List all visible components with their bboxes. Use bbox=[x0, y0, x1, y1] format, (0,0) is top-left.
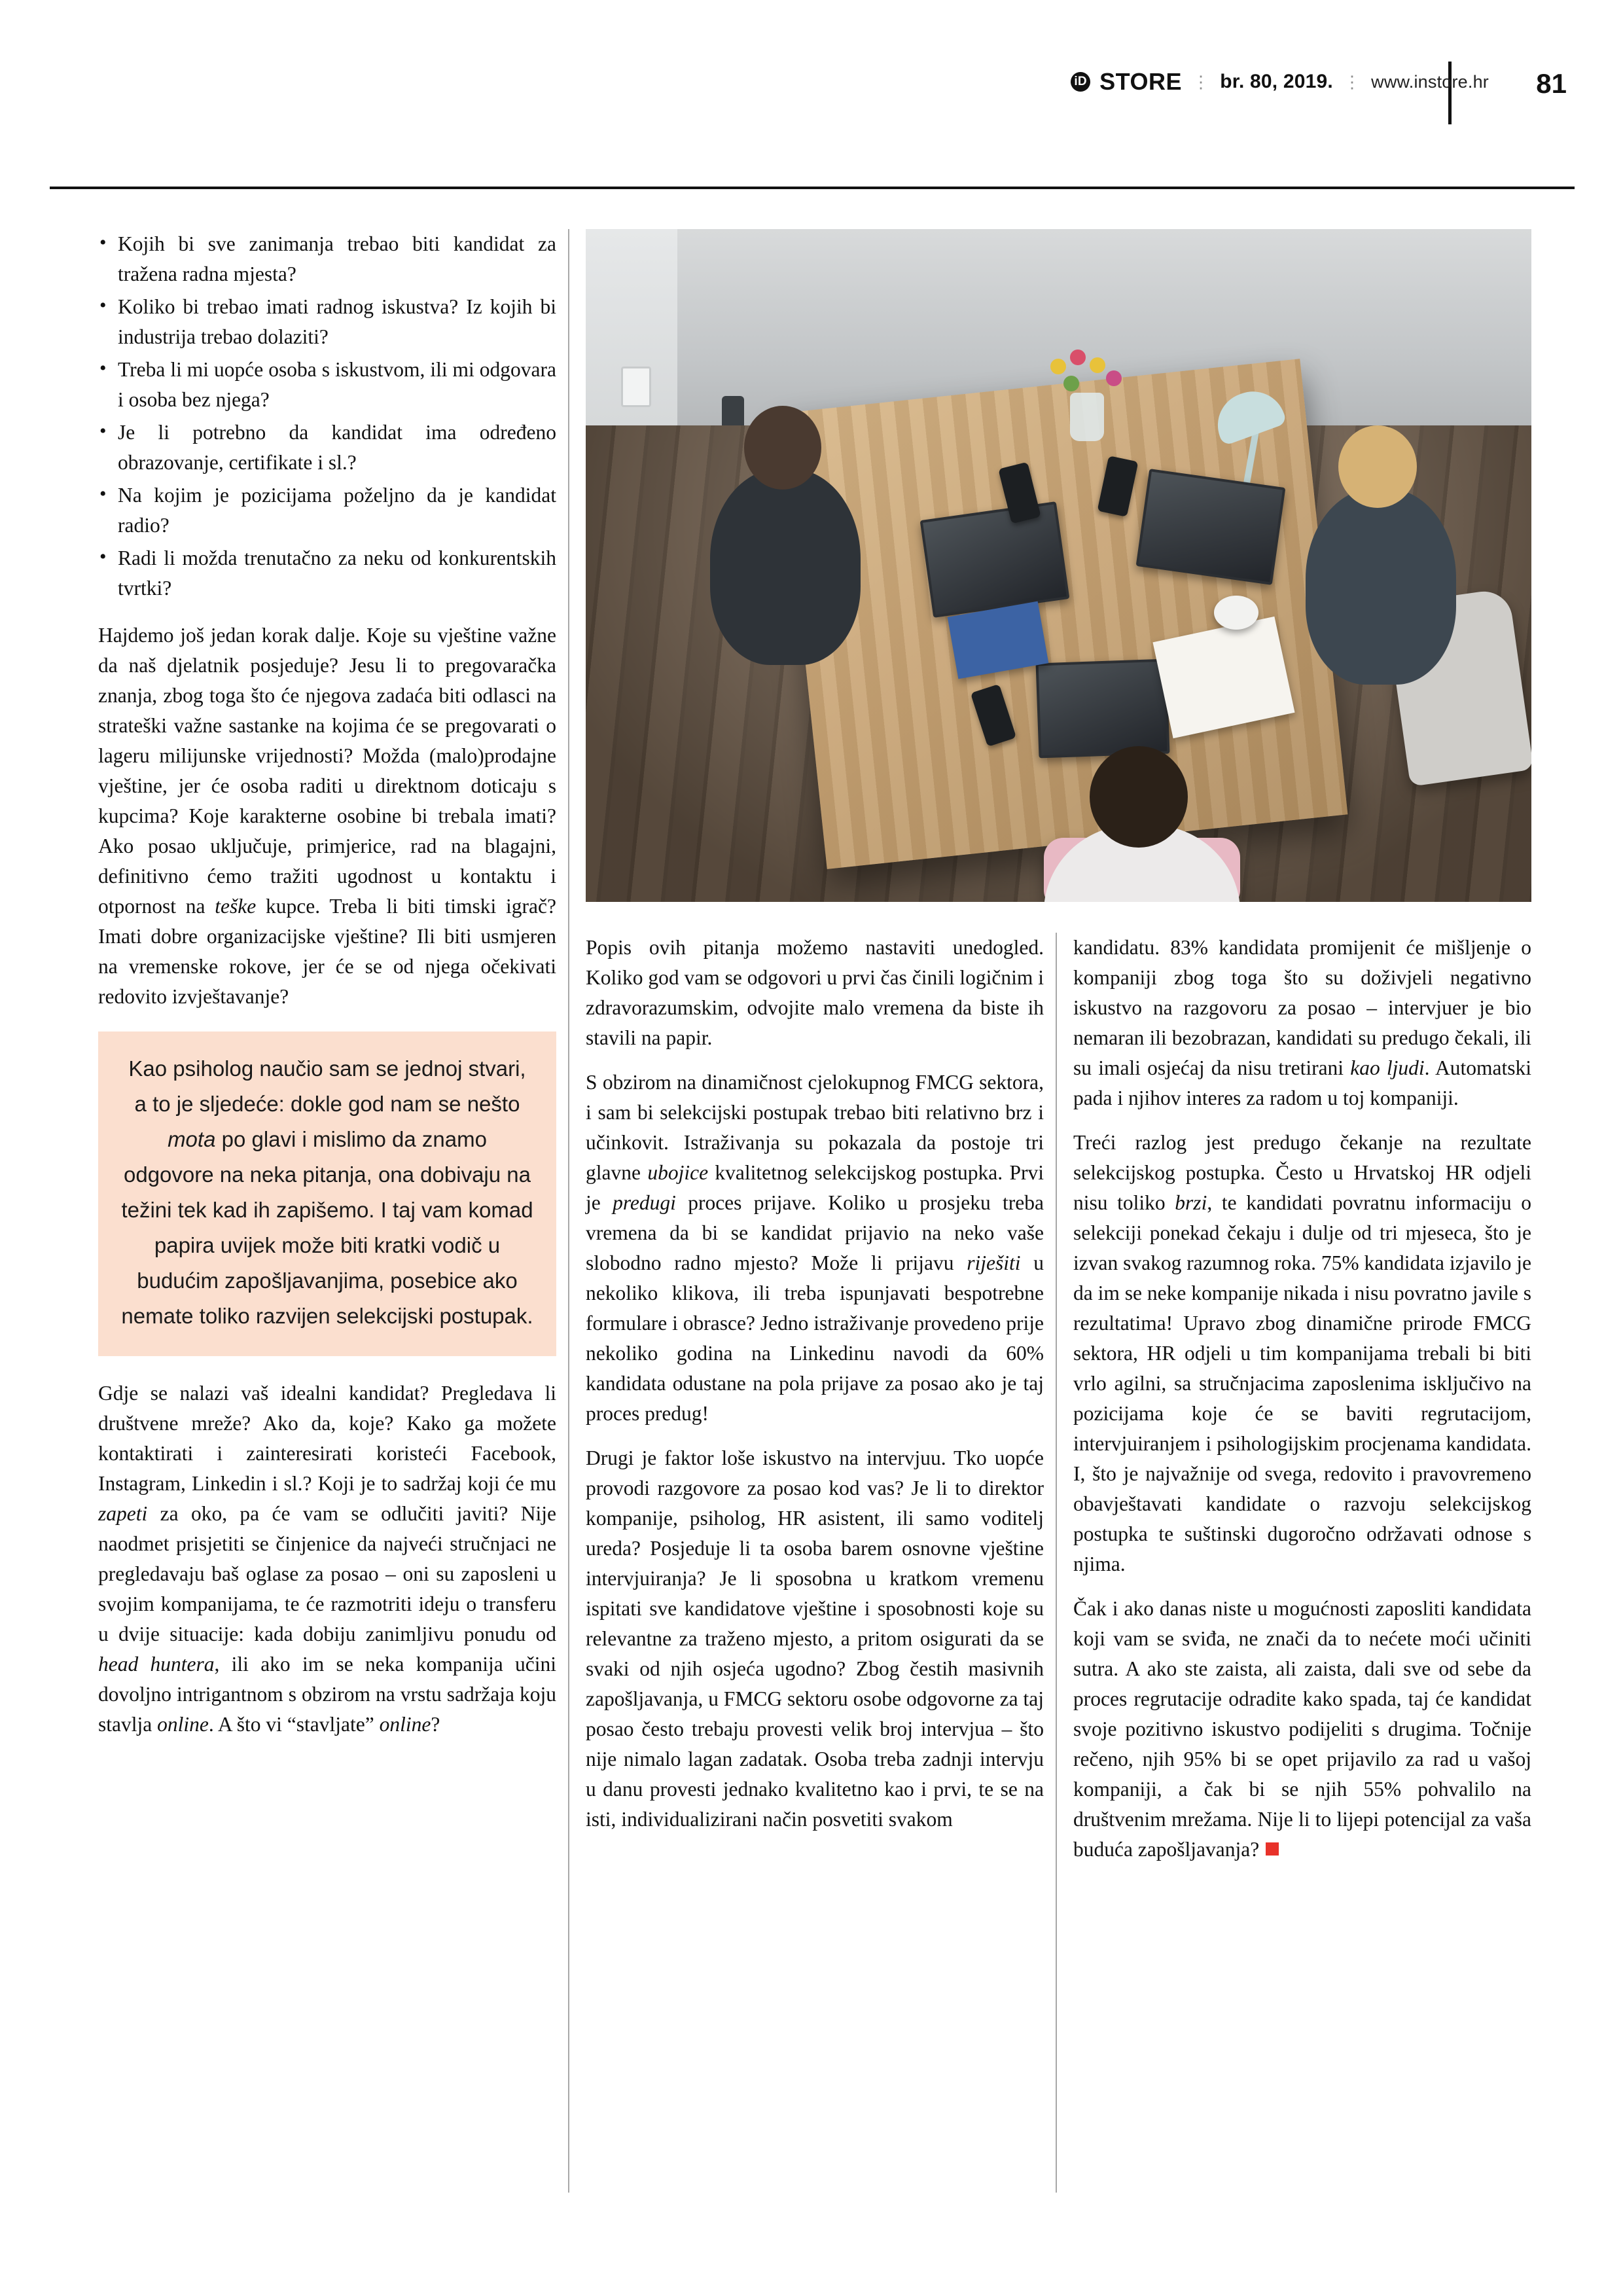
emphasis-text: predugi bbox=[613, 1191, 676, 1214]
list-item: • Treba li mi uopće osoba s iskustvom, ili mi odgovara i osoba bez njega? bbox=[98, 355, 556, 415]
photo-person-right bbox=[1293, 425, 1463, 687]
body-paragraph: Popis ovih pitanja možemo nastaviti unedogled. Koliko god vam se odgovori u prvi čas činili logičnim i zdravorazumskim, odvojite malo vremena da biste ih stavili na papir. bbox=[586, 936, 1044, 1049]
header-divider bbox=[50, 187, 1575, 189]
article-photo bbox=[586, 229, 1531, 902]
list-item: • Na kojim je pozicijama poželjno da je kandidat radio? bbox=[98, 480, 556, 541]
separator-icon: ⋮ bbox=[1192, 71, 1210, 92]
pull-quote-emphasis: mota bbox=[168, 1127, 216, 1151]
emphasis-text: zapeti bbox=[98, 1502, 148, 1525]
photo-laptop-bottom bbox=[1036, 659, 1170, 759]
body-paragraph: S obzirom na dinamičnost cjelokupnog FMCG sektora, i sam bi selekcijski postupak trebao biti relativno brz i učinkovit. Istraživanja su pokazala da postoje tri glavne ubojice kvalitetnog selekcijskog postupka. Prvi je predugi proces prijave. Koliko u prosjeku treba vremena da bi se kandidat prijavio na neko vaše slobodno radno mjesto? Može li prijavu riješiti u nekoliko klikova, ili treba ispunjavati bespotrebne formulare i obrasce? Jedno istraživanje provedeno prije nekoliko godina na Linkedinu navodi da 60% kandidata odustane na pola prijave za posao ako je taj proces predug! bbox=[586, 1071, 1044, 1425]
emphasis-text: head huntera bbox=[98, 1653, 215, 1676]
photo-vase bbox=[1070, 393, 1104, 441]
emphasis-text: kao ljudi bbox=[1350, 1056, 1425, 1079]
question-list bbox=[98, 229, 556, 603]
website-label: www.instore.hr bbox=[1371, 71, 1489, 92]
body-paragraph: kandidatu. 83% kandidata promijenit će mišljenje o kompaniji zbog toga što su doživjeli negativno iskustvo na razgovoru za posao – intervjuer je bio nemaran ili bezobrazan, kandidati su predugo čekali, ili su imali osjećaj da nisu tretirani kao ljudi. Automatski pada i njihov interes za radom u toj kompaniji. bbox=[1073, 936, 1531, 1109]
emphasis-text: brzi bbox=[1175, 1191, 1207, 1214]
body-paragraph: Čak i ako danas niste u mogućnosti zaposliti kandidata koji vam se sviđa, ne znači da to nećete moći učiniti sutra. A ako ste zaista, ali zaista, dali sve od sebe da proces regrutacije odradite kako spada, taj će kandidat svoje pozitivno iskustvo podijeliti s drugima. Točnije rečeno, njih 95% bi se opet prijavilo za rad u vašoj kompaniji, a čak bi se njih 55% pohvalilo na društvenim mrežama. Nije li to lijepi potencijal za vaša buduća zapošljavanja? bbox=[1073, 1597, 1531, 1861]
list-item: • Radi li možda trenutačno za neku od konkurentskih tvrtki? bbox=[98, 543, 556, 603]
list-item: • Je li potrebno da kandidat ima određeno obrazovanje, certifikate i sl.? bbox=[98, 418, 556, 478]
photo-laptop-left bbox=[920, 501, 1070, 618]
page-header bbox=[0, 56, 1623, 113]
issue-label: br. 80, 2019. bbox=[1220, 71, 1333, 92]
column-divider-1 bbox=[568, 229, 569, 2193]
body-paragraph: Drugi je faktor loše iskustvo na intervjuu. Tko uopće provodi razgovore za posao kod vas? Je li to direktor kompanije, psiholog, HR asistent, ili samo voditelj ureda? Posjeduje li ta osoba barem osnovne vještine intervjuiranja? Je li sposobna u kratkom vremenu ispitati sve kandidatove vještine i sposobnosti koje su relevantne za traženo mjesto, a pritom osigurati da se svaki od njih osjeća ugodno? Zbog čestih masivnih zapošljavanja, u FMCG sektoru osobe odgovorne za taj posao često trebaju provesti velik broj intervjua – što nije nimalo lagan zadatak. Osoba treba zadnji intervju u danu provesti jednako kvalitetno kao i prvi, te se na isti, individualizirani način posvetiti svakom bbox=[586, 1446, 1044, 1831]
list-item: • Kojih bi sve zanimanja trebao biti kandidat za tražena radna mjesta? bbox=[98, 229, 556, 289]
photo-outlet bbox=[621, 367, 651, 407]
column-divider-2 bbox=[1056, 933, 1057, 2193]
list-item: • Koliko bi trebao imati radnog iskustva? Iz kojih bi industrija trebao dolaziti? bbox=[98, 292, 556, 352]
photo-cup bbox=[1214, 596, 1258, 630]
photo-person-left bbox=[710, 406, 867, 668]
emphasis-text: ubojice bbox=[647, 1161, 709, 1184]
photo-person-bottom bbox=[1044, 746, 1240, 902]
photo-laptop-right bbox=[1136, 469, 1286, 585]
brand-name: STORE bbox=[1099, 68, 1182, 95]
instore-logo-icon: iD bbox=[1071, 72, 1090, 92]
emphasis-text: online bbox=[157, 1713, 209, 1736]
pull-quote: Kao psiholog naučio sam se jednoj stvari, a to je sljedeće: dokle god nam se nešto mota po glavi i mislimo da znamo odgovore na neka pitanja, ona dobivaju na težini tek kad ih zapišemo. I taj vam komad papira uvijek može biti kratki vodič u budućim zapošljavanjima, posebice ako nemate toliko razvijen selekcijski postupak. bbox=[98, 1031, 556, 1356]
text-column-2 bbox=[586, 933, 1044, 1835]
separator-icon-2: ⋮ bbox=[1343, 71, 1361, 92]
text-column-3 bbox=[1073, 933, 1531, 1865]
body-paragraph: Hajdemo još jedan korak dalje. Koje su vještine važne da naš djelatnik posjeduje? Jesu li to pregovaračka znanja, zbog toga što će njegova zadaća biti odlasci na strateški važne sastanke na kojima će se pregovarati o lageru milijunske vrijednosti? Možda (malo)prodajne vještine, jer će osoba raditi u direktnom doticaju s kupcima? Koje karakterne osobine bi trebala imati? Ako posao uključuje, primjerice, rad na blagajni, definitivno ćemo tražiti ugodnost u kontaktu i otpornost na teške kupce. Treba li biti timski igrač? Imati dobre organizacijske vještine? Ili biti usmjeren na vremenske rokove, jer će se od njega očekivati redovito izvještavanje? bbox=[98, 624, 556, 1008]
emphasis-text: riješiti bbox=[967, 1251, 1021, 1274]
emphasis-text: teške bbox=[215, 895, 257, 918]
page-number: 81 bbox=[1536, 68, 1567, 99]
masthead bbox=[1071, 68, 1489, 96]
text-column-1 bbox=[98, 229, 556, 1740]
end-mark-icon bbox=[1266, 1842, 1279, 1856]
body-paragraph: Gdje se nalazi vaš idealni kandidat? Pregledava li društvene mreže? Ako da, koje? Kako ga možete kontaktirati i zainteresirati koristeći Facebook, Instagram, Linkedin i sl.? Koji je to sadržaj koji će mu zapeti za oko, pa će vam se odlučiti javiti? Nije naodmet prisjetiti se činjenice da najveći stručnjaci ne pregledavaju baš oglase za posao – oni su zaposleni u svojim kompanijama, te će razmotriti ideju o transferu u dvije situacije: kada dobiju zanimljivu ponudu od head huntera, ili ako im se neka kompanija učini dovoljno intrigantnom s obzirom na vrstu sadržaja koju stavlja online. A što vi “stavljate” online? bbox=[98, 1382, 556, 1736]
emphasis-text: online bbox=[379, 1713, 431, 1736]
body-paragraph: Treći razlog jest predugo čekanje na rezultate selekcijskog postupka. Često u Hrvatskoj HR odjeli nisu toliko brzi, te kandidati povratnu informaciju o selekciji ponekad čekaju i dulje od tri mjeseca, što je izvan svakog razumnog roka. 75% kandidata izjavilo je da im se neke kompanije nikada i nisu povratno javile s rezultatima! Upravo zbog dinamične prirode FMCG sektora, HR odjeli u tim kompanijama trebali bi biti vrlo agilni, sa stručnjacima zaposlenima isključivo na pozicijama koje će se baviti regrutacijom, intervjuiranjem i psihologijskim procjenama kandidata. I, što je najvažnije od svega, redovito i pravovremeno obavještavati kandidate o razvoju selekcijskog postupka te suštinski dugoročno održavati odnose s njima. bbox=[1073, 1131, 1532, 1575]
